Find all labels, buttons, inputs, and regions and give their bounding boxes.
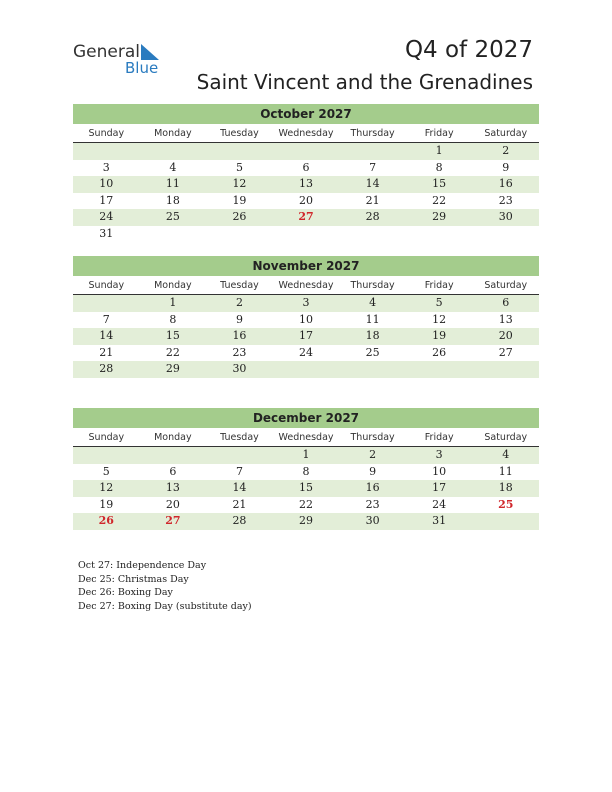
holiday-note: Dec 25: Christmas Day xyxy=(78,573,189,585)
empty-day-cell xyxy=(472,226,539,243)
month-title: November 2027 xyxy=(73,256,539,276)
weekday-label: Wednesday xyxy=(278,432,334,443)
empty-day-cell xyxy=(206,226,273,243)
day-cell: 23 xyxy=(365,497,380,511)
week-row xyxy=(73,226,539,243)
weekday-label: Monday xyxy=(154,280,192,291)
day-cell: 9 xyxy=(502,160,510,174)
week-row xyxy=(73,312,539,329)
day-cell: 5 xyxy=(235,160,243,174)
day-cell: 21 xyxy=(232,497,247,511)
month-october xyxy=(73,104,539,242)
day-cell: 6 xyxy=(169,464,177,478)
weekday-label: Friday xyxy=(424,280,454,291)
day-cell: 26 xyxy=(98,514,114,527)
empty-day-cell xyxy=(339,361,406,378)
day-cell: 15 xyxy=(432,177,447,190)
day-cell: 5 xyxy=(102,464,110,478)
day-cell: 27 xyxy=(498,345,513,359)
empty-day-cell xyxy=(273,226,340,243)
day-cell: 22 xyxy=(432,193,447,207)
day-cell: 20 xyxy=(498,329,513,342)
empty-day-cell xyxy=(273,143,340,160)
day-cell: 2 xyxy=(369,448,377,461)
weekday-label: Saturday xyxy=(484,432,528,443)
day-cell: 18 xyxy=(498,481,513,494)
day-cell: 27 xyxy=(165,514,181,527)
day-cell: 16 xyxy=(232,329,247,342)
weekday-label: Wednesday xyxy=(278,128,334,139)
day-cell: 14 xyxy=(99,329,114,342)
day-cell: 2 xyxy=(502,144,510,157)
day-cell: 16 xyxy=(365,481,380,494)
day-cell: 31 xyxy=(99,226,114,240)
day-cell: 6 xyxy=(302,160,310,174)
month-title: October 2027 xyxy=(73,104,539,124)
weekday-label: Thursday xyxy=(350,432,395,443)
day-cell: 14 xyxy=(365,177,380,190)
day-cell: 11 xyxy=(165,177,180,190)
weekday-label: Monday xyxy=(154,128,192,139)
day-cell: 19 xyxy=(99,497,114,511)
country-title: Saint Vincent and the Grenadines xyxy=(196,70,533,94)
day-cell: 12 xyxy=(99,481,114,494)
weekday-header-row xyxy=(73,125,539,143)
week-row xyxy=(73,497,539,514)
weeks xyxy=(73,295,539,378)
day-cell: 2 xyxy=(235,296,243,309)
day-cell: 14 xyxy=(232,481,247,494)
logo-general-text: General xyxy=(73,42,140,62)
empty-day-cell xyxy=(472,361,539,378)
day-cell: 16 xyxy=(498,177,513,190)
weeks xyxy=(73,143,539,242)
weekday-label: Tuesday xyxy=(220,128,259,139)
day-cell: 15 xyxy=(299,481,314,494)
day-cell: 10 xyxy=(299,312,314,326)
day-cell: 3 xyxy=(302,296,310,309)
day-cell: 10 xyxy=(432,464,447,478)
weekday-label: Tuesday xyxy=(220,432,259,443)
empty-day-cell xyxy=(73,447,140,464)
day-cell: 7 xyxy=(369,160,377,174)
day-cell: 30 xyxy=(365,514,380,527)
weekday-label: Sunday xyxy=(88,432,125,443)
day-cell: 4 xyxy=(502,448,510,461)
day-cell: 1 xyxy=(302,448,310,461)
day-cell: 6 xyxy=(502,296,510,309)
week-row xyxy=(73,193,539,210)
weekday-header-row xyxy=(73,429,539,447)
day-cell: 21 xyxy=(365,193,380,207)
day-cell: 24 xyxy=(299,345,314,359)
day-cell: 11 xyxy=(498,464,513,478)
weekday-label: Thursday xyxy=(350,128,395,139)
week-row xyxy=(73,160,539,177)
weekday-label: Saturday xyxy=(484,128,528,139)
day-cell: 12 xyxy=(232,177,247,190)
month-title: December 2027 xyxy=(73,408,539,428)
empty-day-cell xyxy=(406,226,473,243)
week-row xyxy=(73,143,539,160)
day-cell: 28 xyxy=(99,362,114,375)
weekday-label: Friday xyxy=(424,128,454,139)
empty-day-cell xyxy=(206,143,273,160)
day-cell: 22 xyxy=(299,497,314,511)
holiday-note: Oct 27: Independence Day xyxy=(78,560,207,571)
day-cell: 11 xyxy=(365,312,380,326)
week-row xyxy=(73,345,539,362)
day-cell: 28 xyxy=(232,514,247,527)
day-cell: 20 xyxy=(299,193,314,207)
week-row xyxy=(73,464,539,481)
day-cell: 8 xyxy=(169,312,177,326)
week-row xyxy=(73,176,539,193)
day-cell: 30 xyxy=(232,362,247,375)
holiday-note: Dec 27: Boxing Day (substitute day) xyxy=(78,600,252,612)
empty-day-cell xyxy=(339,226,406,243)
logo-triangle-icon xyxy=(141,44,159,60)
holiday-note: Dec 26: Boxing Day xyxy=(78,587,173,598)
holiday-notes xyxy=(78,559,252,613)
day-cell: 30 xyxy=(498,210,513,223)
day-cell: 31 xyxy=(432,514,447,527)
empty-day-cell xyxy=(206,447,273,464)
day-cell: 26 xyxy=(232,210,247,223)
weekday-label: Sunday xyxy=(88,128,125,139)
day-cell: 17 xyxy=(299,329,314,342)
day-cell: 25 xyxy=(165,210,180,223)
day-cell: 17 xyxy=(432,481,447,494)
day-cell: 8 xyxy=(302,464,310,478)
day-cell: 7 xyxy=(235,464,243,478)
day-cell: 15 xyxy=(165,329,180,342)
week-row xyxy=(73,480,539,497)
day-cell: 27 xyxy=(298,210,314,223)
empty-day-cell xyxy=(140,226,207,243)
empty-day-cell xyxy=(406,361,473,378)
day-cell: 21 xyxy=(99,345,114,359)
day-cell: 20 xyxy=(165,497,180,511)
day-cell: 25 xyxy=(365,345,380,359)
empty-day-cell xyxy=(73,143,140,160)
day-cell: 18 xyxy=(165,193,180,207)
weekday-label: Saturday xyxy=(484,280,528,291)
day-cell: 28 xyxy=(365,210,380,223)
weekday-label: Friday xyxy=(424,432,454,443)
weekday-label: Sunday xyxy=(88,280,125,291)
day-cell: 1 xyxy=(435,144,443,157)
day-cell: 8 xyxy=(435,160,443,174)
empty-day-cell xyxy=(73,295,140,312)
day-cell: 13 xyxy=(299,177,314,190)
day-cell: 24 xyxy=(432,497,447,511)
day-cell: 22 xyxy=(165,345,180,359)
week-row xyxy=(73,295,539,312)
day-cell: 3 xyxy=(435,448,443,461)
day-cell: 13 xyxy=(165,481,180,494)
day-cell: 1 xyxy=(169,296,177,309)
empty-day-cell xyxy=(273,361,340,378)
empty-day-cell xyxy=(472,513,539,530)
month-november xyxy=(73,256,539,378)
day-cell: 9 xyxy=(235,312,243,326)
day-cell: 4 xyxy=(369,296,377,309)
day-cell: 13 xyxy=(498,312,513,326)
day-cell: 23 xyxy=(498,193,513,207)
weeks xyxy=(73,447,539,530)
day-cell: 24 xyxy=(99,210,114,223)
logo-blue-text: Blue xyxy=(125,59,159,77)
day-cell: 3 xyxy=(102,160,110,174)
logo xyxy=(73,42,173,78)
weekday-label: Thursday xyxy=(350,280,395,291)
weekday-header-row xyxy=(73,277,539,295)
day-cell: 7 xyxy=(102,312,110,326)
day-cell: 26 xyxy=(432,345,447,359)
day-cell: 12 xyxy=(432,312,447,326)
week-row xyxy=(73,513,539,530)
day-cell: 25 xyxy=(498,497,514,511)
day-cell: 23 xyxy=(232,345,247,359)
day-cell: 18 xyxy=(365,329,380,342)
month-december xyxy=(73,408,539,530)
day-cell: 10 xyxy=(99,177,114,190)
day-cell: 5 xyxy=(435,296,443,309)
day-cell: 19 xyxy=(432,329,447,342)
day-cell: 29 xyxy=(299,514,314,527)
week-row xyxy=(73,328,539,345)
day-cell: 17 xyxy=(99,193,114,207)
empty-day-cell xyxy=(140,143,207,160)
empty-day-cell xyxy=(140,447,207,464)
day-cell: 19 xyxy=(232,193,247,207)
weekday-label: Tuesday xyxy=(220,280,259,291)
day-cell: 4 xyxy=(169,160,177,174)
day-cell: 9 xyxy=(369,464,377,478)
day-cell: 29 xyxy=(165,362,180,375)
week-row xyxy=(73,447,539,464)
week-row xyxy=(73,209,539,226)
week-row xyxy=(73,361,539,378)
quarter-title: Q4 of 2027 xyxy=(404,37,533,63)
day-cell: 29 xyxy=(432,210,447,223)
empty-day-cell xyxy=(339,143,406,160)
weekday-label: Wednesday xyxy=(278,280,334,291)
weekday-label: Monday xyxy=(154,432,192,443)
